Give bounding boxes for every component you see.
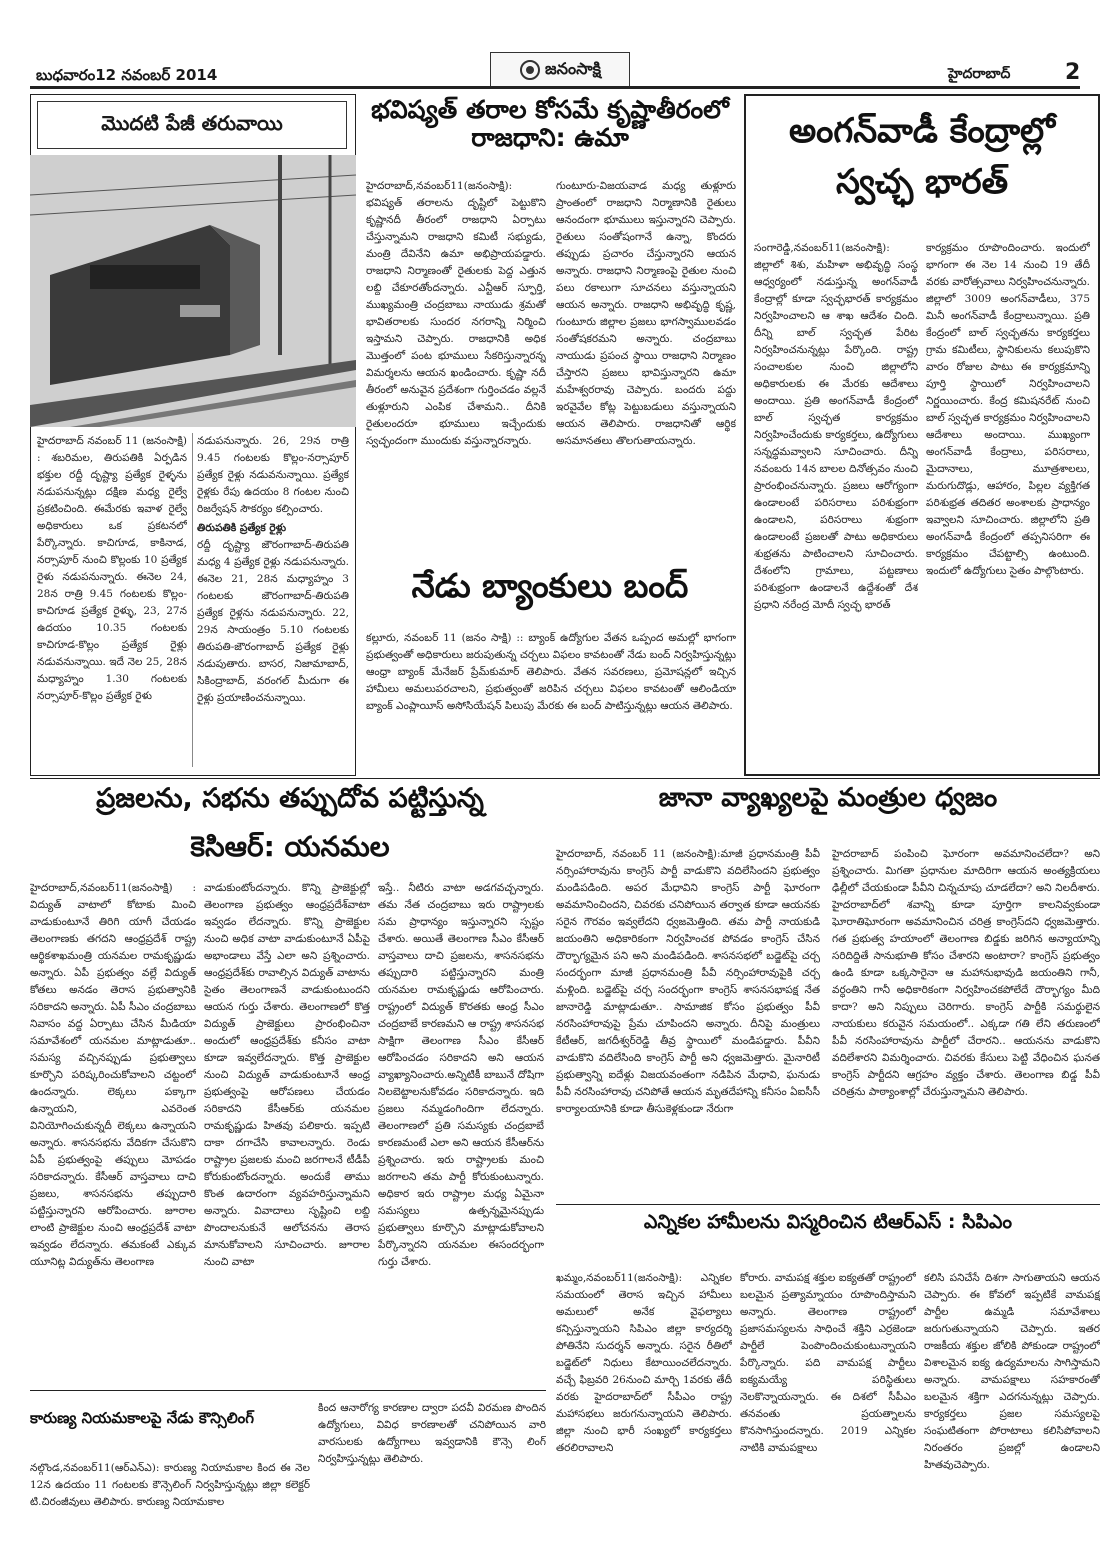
col2-text-a: హైదరాబాద్,నవంబర్11(జనంసాక్షి): భవిష్యత్ తరాలను దృష్టిలో పెట్టుకొని కృష్ణానదీ తీరంలో రాజధాని ఏర్పాటు చేస్తున్నామని రాజధాని కమిటీ సభ్యుడు, మంత్రి దేవినేని ఉమా అభిప్రాయపడ్డారు. రాజధాని నిర్మాణంతో రైతులకు పెద్ద ఎత్తున లబ్ది చేకూరతోందన్నారు. ఎన్టీఆర్ స్ఫూర్తి, ముఖ్యమంత్రి చంద్రబాబు నాయుడు శ్రమతో భావితరాలకు సుందర నగరాన్ని నిర్మించి ఇస్తామని చెప్పారు. రాజధానికి అధిక మొత్తంలో పంట భూములు సేకరిస్తున్నారన్న విమర్శలను ఆయన ఖండించారు. కృష్ణా నదీ తీరంలో అనువైన ప్రదేశంగా గుర్తించడం వల్లనే తుళ్లూరుని ఎంపిక చేశామని.. దీనికి రైతులందరూ భూములు ఇచ్చేందుకు స్వచ్ఛందంగా ముందుకు వస్తున్నారన్నారు. bbox=[366, 180, 546, 447]
story7-col-a: నల్గొండ,నవంబర్11(ఆర్ఎన్ఎ): కారుణ్య నియామకాల కింద ఈ నెల 12న ఉదయం 11 గంటలకు కౌన్సెలింగ్ నిర్వహిస్తున్నట్లు జిల్లా కలెక్టర్ టి.చిరంజీవులు తెలిపారు. కారుణ్య నియామకాల bbox=[30, 1462, 310, 1508]
story4-headline2: కెసిఆర్: యనమల bbox=[190, 830, 390, 863]
col3-headline: అంగన్‌వాడీ కేంద్రాల్లో స్వచ్ఛ భారత్ bbox=[788, 111, 1056, 202]
masthead-logo-text: జనంసాక్షి bbox=[545, 58, 601, 78]
section-rule-1 bbox=[30, 778, 1100, 779]
story4-col-a: హైదరాబాద్,నవంబర్11(జనంసాక్షి) : విద్యుత్ వాటాలో కోటాకు మించి వాడుకుంటూనే తిరిగి యాగీ చేయడం తెలంగాణకు తగదని ఆంధ్రప్రదేశ్ రాష్ట్ర ఆర్థికశాఖమంత్రి యనమల రామకృష్ణుడు అన్నారు. ఏపీ ప్రభుత్వం వల్లే విద్యుత్ కోతలు అనడం తెరాస ప్రభుత్వానికి సరికాదని అన్నారు. ఏపీ సీఎం చంద్రబాబు నివాసం వద్ద ఏర్పాటు చేసిన మీడియా సమావేశంలో యనమల మాట్లాడుతూ.. సమస్య వచ్చినప్పుడు ప్రభుత్వాలు కూర్చొని పరిష్కరించుకోవాలని చట్టంలో ఉందన్నారు. లెక్కలు పక్కాగా ఉన్నాయని, ఎవరెంత వినియోగించుకున్నదీ లెక్కలు ఉన్నాయని అన్నారు. శాసనసభను వేదికగా చేసుకొని ఏపీ ప్రభుత్వంపై తప్పులు మోపడం సరికాదన్నారు. కేసీఆర్ వాస్తవాలు దాచి ప్రజలు, శాసనసభను తప్పుదారి పట్టిస్తున్నారని ఆరోపించారు. జూరాల లాంటి ప్రాజెక్టుల నుంచి ఆంధ్రప్రదేశ్ వాటా ఇవ్వడం లేదన్నారు. తమకంటే ఎక్కువ యూనిట్ల విద్యుత్‌ను తెలంగాణ bbox=[30, 882, 196, 1268]
col1-text-right bbox=[197, 433, 349, 769]
story5-col-b: హైదరాబాద్ పంపించి ఘోరంగా అవమానించలేదా? అని ప్రశ్నించారు. మిగతా ప్రధానుల మాదిరిగా ఆయన అంత్యక్రియలు ఢిల్లీలో చేయకుండా పీవీని చిన్నచూపు చూడలేదా? అని నిలదీశారు. హైదరాబాద్‌లో శవాన్ని కూడా పూర్తిగా కాలనివ్వకుండా ఘోరాతిఘోరంగా అవమానించిన చరిత్ర కాంగ్రెస్‌దని ధ్వజమెత్తారు. గత ప్రభుత్వ హయాంలో తెలంగాణ బిడ్డకు జరిగిన అన్యాయాన్ని సరిదిద్దితే సానుభూతి కోసం చేశారని అంటారా? కాంగ్రెస్ ప్రభుత్వం ఉండి కూడా ఒక్కసారైనా ఆ మహానుభావుడి జయంతిని గానీ, వర్ధంతిని గానీ అధికారికంగా నిర్వహించకపోలేదే దౌర్భాగ్యం మీది కాదా? అని నిప్పులు చెరిగారు. కాంగ్రెస్ పార్టీకి సమర్థులైన నాయకులు కరువైన సమయంలో.. ఎక్కడా గతి లేని తరుణంలో పీవీ నరసింహారావును పార్టీలో చేరారని.. ఆయనను వాడుకొని వదిలేశారని విమర్శించారు. చివరకు కేసులు పెట్టి వేధించిన ఘనత కాంగ్రెస్ పార్టీదని ఆగ్రహం వ్యక్తం చేశారు. తెలంగాణ బిడ్డ పీవీ చరిత్రను పాఠ్యాంశాల్లో చేరుస్తున్నామని తెలిపారు. bbox=[832, 848, 1100, 1098]
masthead-date: బుధవారం12 నవంబర్ 2014 bbox=[36, 66, 218, 84]
story7-col-b: కింద ఆనారోగ్య కారణాల ద్వారా పదవీ విరమణ పొందిన ఉద్యోగులు, వివిధ కారణాలతో చనిపోయిన వారి వారసులకు ఉద్యోగాలు ఇవ్వడానికి కౌన్సె లింగ్ నిర్వహిస్తున్నట్లు తెలిపారు. bbox=[318, 1402, 546, 1465]
col1-divider bbox=[192, 433, 193, 767]
logo-emblem-icon bbox=[519, 59, 541, 81]
page-number: 2 bbox=[1065, 60, 1081, 85]
col2-text-c: కల్లూరు, నవంబర్ 11 (జనం సాక్షి) :: బ్యాంక్ ఉద్యోగుల వేతన ఒప్పంద అమల్లో భాగంగా ప్రభుత్వంతో అధికారులు జరుపుతున్న చర్చలు విఫలం కావటంతో నేడు బంద్ నిర్వహిస్తున్నట్లు ఆంధ్రా బ్యాంక్ మేనేజర్ ప్రేమ్‌కుమార్ తెలిపారు. వేతన సవరణలు, ప్రమోషన్లలో ఇచ్చిన హామీలు అమలుపరచాలని, ప్రభుత్వంతో జరిపిన చర్చలు విఫలం కావటంతో ఆలిండియా బ్యాంక్ ఎంప్లాయీస్ అసోసియేషన్ పిలుపు మేరకు ఈ బంద్ పాటిస్తున్నట్లు ఆయన తెలిపారు. bbox=[366, 632, 736, 712]
col1-text-left: హైదరాబాద్ నవంబర్ 11 (జనంసాక్షి) : శబరిమల, తిరుపతికి ఏర్పడిన భక్తుల రద్దీ దృష్ట్యా ప్రత్యేక రైళ్ళను నడుపనున్నట్లు దక్షిణ మధ్య రైల్వే ప్రకటించింది. ఈమేరకు ఇవాళ రైల్వే అధికారులు ఒక ప్రకటనలో పేర్కొన్నారు. కాచిగూడ, కాకినాడ, నర్సాపూర్ నుంచి కొల్లంకు 10 ప్రత్యేక రైళు నడుపనున్నారు. ఈనెల 24, 28న రాత్రి 9.45 గంటలకు కొల్లం-కాచిగూడ ప్రత్యేక రైళ్ళు, 23, 27న ఉదయం 10.35 గంటలకు కాచిగూడ-కొల్లం ప్రత్యేక రైళ్లు నడువనున్నాయి. ఇదే నెల 25, 28న మధ్యాహ్నం 1.30 గంటలకు నర్సాపూర్-కొల్లం ప్రత్యేక రైళు bbox=[37, 435, 187, 702]
story6-col-a: ఖమ్మం,నవంబర్11(జనంసాక్షి): ఎన్నికల సమయంలో తెరాస ఇచ్చిన హామీలు అమలులో అనేక వైఫల్యాలు కన్పిస్తున్నాయని సిపిఎం జిల్లా కార్యదర్శి పోతినేని సుదర్శన్ అన్నారు. సరైన రీతిలో బడ్జెట్‌లో నిధులు కేటాయించలేదన్నారు. వచ్చే ఫిబ్రవరి 26నుంచి మార్చి 1వరకు తేదీ వరకు హైదరాబాద్‌లో సీపీఎం రాష్ట్ర మహాసభలు జరుగనున్నాయని తెలిపారు. జిల్లా నుంచి భారీ సంఖ్యలో కార్యకర్తలు తరలిరావాలని bbox=[556, 1272, 732, 1454]
col2-text-b: గుంటూరు-విజయవాడ మధ్య తుళ్లూరు ప్రాంతంలో రాజధాని నిర్మాణానికి రైతులు ఆనందంగా భూములు ఇస్తున్నారని చెప్పారు. రైతులు సంతోషంగానే ఉన్నా, కొందరు తప్పుడు ప్రచారం చేస్తున్నారని ఆయన అన్నారు. రాజధాని నిర్మాణంపై రైతుల నుంచి పలు రకాలుగా సూచనలు వస్తున్నాయని ఆయన అన్నారు. రాజధాని అభివృద్ధి కృష్ణ, గుంటూరు జిల్లాల ప్రజలు భాగస్వాములవడం సంతోషకరమని అన్నారు. చంద్రబాబు నాయుడు ప్రపంచ స్థాయి రాజధాని నిర్మాణం చేస్తారని ప్రజలు భావిస్తున్నారని ఉమా మహేశ్వరరావు చెప్పారు. బందరు పద్దు ఇరవైవేల కోట్ల పెట్టుబడులు వస్తున్నాయని ఆయన తెలిపారు. రాజధానితో ఆర్థిక అసమానతలు తొలగుతాయన్నారు. bbox=[556, 180, 736, 447]
col1-text-right-bold: తిరుపతికి ప్రత్యేక రైళ్లు bbox=[197, 522, 287, 534]
section-rule-3 bbox=[30, 1390, 546, 1391]
masthead-rule bbox=[30, 86, 1080, 89]
section-rule-2 bbox=[556, 1204, 1100, 1205]
story5-headline: జానా వ్యాఖ్యలపై మంత్రుల ధ్వజం bbox=[658, 783, 998, 813]
col1-text-right-1: నడుపనున్నారు. 26, 29న రాత్రి 9.45 గంటలకు కొల్లం-నర్సాపూర్ ప్రత్యేక రైళ్లు నడువనున్నాయి. ప్రత్యేక రైళ్లకు రేపు ఉదయం 8 గంటల నుంచి రిజర్వేషన్ సౌకర్యం కల్పించారు. bbox=[197, 435, 349, 515]
train-photo-icon bbox=[30, 155, 356, 427]
story4-col-c: ఇస్తే.. నీటిరు వాటా అడగవచ్చన్నారు. తమ నేత చంద్రబాబు ఇరు రాష్ట్రాలకు సమ ప్రాధాన్యం ఇస్తున్నారని స్పష్టం చేశారు. అయితే తెలంగాణ సీఎం కేసీఆర్ వాస్తవాలు దాచి ప్రజలను, శాసనసభను తప్పుదారి పట్టిస్తున్నారని మంత్రి యనమల రామకృష్ణుడు ఆరోపించారు. రాష్ట్రంలో విద్యుత్ కొరతకు ఆంధ్ర సీఎం చంద్రబాబే కారణమని ఆ రాష్ట్ర శాసనసభ సాక్షిగా తెలంగాణ సీఎం కేసీఆర్ ఆరోపించడం సరికాదని అని ఆయన వ్యాఖ్యానించారు.అన్నిటికీ బాబునే దోషిగా నిలబెట్టాలనుకోవడం సరికాదన్నారు. ఇది ప్రజలు నమ్మడంగిందిగా లేదన్నారు. తెలంగాణలో ప్రతి సమస్యకు చంద్రబాబే కారణమంటే ఎలా అని ఆయన కేసీఆర్‌ను ప్రశ్నించారు. ఇరు రాష్ట్రాలకు మంచి జరగాలని తమ పార్టీ కోరుకుంటున్నారు. అధికార ఇరు రాష్ట్రాల మధ్య ఏమైనా సమస్యలు ఉత్పన్నమైనప్పుడు ప్రభుత్వాలు కూర్చొని మాట్లాడుకోవాలని పేర్కొన్నారని యనమల ఈసందర్భంగా గుర్తు చేశారు. bbox=[378, 882, 544, 1268]
story6-col-b: కోరారు. వామపక్ష శక్తుల ఐక్యతతో రాష్ట్రంలో బలమైన ప్రత్యామ్నాయం రూపొందిస్తామని అన్నారు. తెలంగాణ రాష్ట్రంలో ప్రజాసమస్యలను సాధించే శక్తిని ఎర్రజెండా పార్టీలే పెంపొందించుకుంటున్నాయని పేర్కొన్నారు. పది వామపక్ష పార్టీలు ఐక్యమయ్యే పరిస్థితులు నెలకొన్నాయన్నారు. ఈ దిశలో సీపీఎం తనవంతు ప్రయత్నాలను కొనసాగిస్తుందన్నారు. 2019 ఎన్నికల నాటికి వామపక్షాలు bbox=[740, 1272, 916, 1454]
col3-text-b: కార్యక్రమం రూపొందించారు. ఇందులో భాగంగా ఈ నెల 14 నుంచి 19 తేదీ వరకు వారోత్సవాలు నిర్వహించనున్నారు. జిల్లాలో 3009 అంగన్‌వాడీలు, 375 మినీ అంగన్‌వాడీ కేంద్రాలున్నాయి. ప్రతి కేంద్రంలో బాల్ స్వచ్ఛతను కార్యకర్తలు గ్రామ కమిటీలు, స్థానికులను కలుపుకొని వారం రోజుల పాటు ఈ కార్యక్రమాన్ని పూర్తి స్థాయిలో నిర్వహించాలని నిర్ణయించారు. కేంద్ర కమిషనరేట్ నుంచి బాల్ స్వచ్ఛత కార్యక్రమం నిర్వహించాలని ఆదేశాలు అందాయి. ముఖ్యంగా అంగన్‌వాడీ కేంద్రాలు, పరిసరాలు, మైదానాలు, మూత్రశాలలు, మరుగుదొడ్లు, ఆహారం, పిల్లల వ్యక్తిగత పరిశుభ్రత తదితర అంశాలకు ప్రాధాన్యం ఇవ్వాలని సూచించారు. జిల్లాలోని ప్రతి అంగన్‌వాడీ కేంద్రంలో తప్పనిసరిగా ఈ కార్యక్రమం చేపట్టాల్సి ఉంటుంది. ఇందులో ఉద్యోగులు సైతం పాల్గొంటారు. bbox=[926, 242, 1090, 577]
story7-headline: కారుణ్య నియమకాలపై నేడు కౌన్సిలింగ్ bbox=[30, 1409, 254, 1427]
story6-col-c: కలిసి పనిచేసే దిశగా సాగుతాయని ఆయన చెప్పారు. ఈ కోవలో ఇప్పటికే వామపక్ష పార్టీల ఉమ్మడి సమావేశాలు జరుగుతున్నాయని చెప్పారు. ఇతర రాజకీయ శక్తుల జోలికి పోకుండా రాష్ట్రంలో విశాలమైన ఐక్య ఉద్యమాలను సాగిస్తామని అన్నారు. వామపక్షాలు సహకారంతో బలమైన శక్తిగా ఎదగనున్నట్లు చెప్పారు. కార్యకర్తలు ప్రజల సమస్యలపై సంఘటితంగా పోరాటాలు కలిసిపోవాలని నిరంతరం ప్రజల్లో ఉండాలని హితవుచెప్పారు. bbox=[924, 1272, 1100, 1471]
col3-box bbox=[744, 94, 1100, 776]
masthead-logo bbox=[490, 52, 630, 88]
masthead-city: హైదరాబాద్ bbox=[948, 66, 1011, 82]
masthead bbox=[0, 0, 1100, 100]
col1-box bbox=[30, 94, 356, 776]
col3-text-a: సంగారెడ్డి,నవంబర్11(జనంసాక్షి): జిల్లాలో శిశు, మహిళా అభివృద్ధి సంస్థ ఆధ్వర్యంలో నడుస్తున్న అంగన్‌వాడీ కేంద్రాల్లో కూడా స్వచ్ఛభారత్ కార్యక్రమం నిర్వహించాలని ఆ శాఖ ఆదేశం చింది. దీన్ని బాల్ స్వచ్ఛత పేరిట నిర్వహించనున్నట్లు పేర్కొంది. రాష్ట్ర సంచాలకుల నుంచి జిల్లాలోని అధికారులకు ఈ మేరకు ఆదేశాలు అందాయి. ప్రతి అంగన్‌వాడీ కేంద్రంలో బాల్ స్వచ్ఛత కార్యక్రమం నిర్వహించేందుకు కార్యకర్తలు, ఉద్యోగులు సన్నద్ధమవ్వాలని సూచించారు. దీన్ని నవంబరు 14న బాలల దినోత్సవం నుంచి ప్రారంభించనున్నారు. ప్రజలు ఆరోగ్యంగా ఉండాలంటే పరిసరాలు పరిశుభ్రంగా ఉండాలని, పరిసరాలు శుభ్రంగా ఉండాలంటే ప్రజలతో పాటు అధికారులు శుభ్రతను పాటించాలని సూచించారు. దేశంలోని గ్రామాలు, పట్టణాలు పరిశుభ్రంగా ఉండాలనే ఉద్దేశంతో దేశ ప్రధాని నరేంద్ర మోదీ స్వచ్ఛ భారత్ bbox=[754, 242, 918, 611]
story5-col-a: హైదరాబాద్, నవంబర్ 11 (జనంసాక్షి):మాజీ ప్రధానమంత్రి పీవీ నర్సింహారావును కాంగ్రెస్ పార్టీ వాడుకొని వదిలేసిందని ప్రభుత్వం మండిపడింది. అపర మేధావిని కాంగ్రెస్ పార్టీ ఘోరంగా అవమానించిందని, చివరకు చనిపోయిన తర్వాత కూడా ఆయనకు సరైన గౌరవం ఇవ్వలేదని ధ్వజమెత్తింది. తమ పార్టీ నాయకుడి జయంతిని అధికారికంగా నిర్వహించక పోవడం కాంగ్రెస్ చేసిన దౌర్భాగ్యమైన పని అని మండిపడింది. శాసనసభలో బడ్జెట్‌పై చర్చ సందర్భంగా మాజీ ప్రధానమంత్రి పీవీ నర్సింహారావుపైకి చర్చ మళ్లింది. బడ్జెట్‌పై చర్చ సందర్భంగా కాంగ్రెస్ శాసనసభాపక్ష నేత జానారెడ్డి మాట్లాడుతూ.. సామాజిక కోసం ప్రభుత్వం పీవీ నరసింహారావుపై ప్రేమ చూపిందని అన్నారు. దీనిపై మంత్రులు కేటీఆర్, జగదీశ్వర్‌రెడ్డి తీవ్ర స్థాయిలో మండిపడ్డారు. పీవీని వాడుకొని వదిలేసింది కాంగ్రెస్ పార్టీ అని ధ్వజమెత్తారు. మైనారిటీ ప్రభుత్వాన్ని ఐదేళ్లు విజయవంతంగా నడిపిన మేధావి, ఘనుడు పీవీ నరసింహారావు చనిపోతే ఆయన మృతదేహాన్ని కనీసం ఏఐసీసీ కార్యాలయానికి కూడా తీసుకెళ్లకుండా నేరుగా bbox=[556, 848, 820, 1115]
train-photo bbox=[30, 155, 356, 427]
story6-headline: ఎన్నికల హామీలను విస్మరించిన టిఆర్ఎస్ : సిపిఎం bbox=[643, 1211, 1013, 1233]
col1-header bbox=[37, 101, 347, 149]
col1-header-text: మొదటి పేజీ తరువాయి bbox=[101, 110, 283, 135]
story4-col-b: వాడుకుంటోందన్నారు. కొన్ని ప్రాజెక్టుల్లో తెలంగాణ ప్రభుత్వం ఆంధ్రప్రదేశ్‌వాటా ఇవ్వడం లేదన్నారు. కొన్ని ప్రాజెక్టుల నుంచి అధిక వాటా వాడుకుంటూనే ఏపీపై అభాండాలు వేస్తే ఎలా అని ప్రశ్నించారు. ఆంధ్రప్రదేశ్‌కు రావాల్సిన విద్యుత్ వాటాను సైతం తెలంగాణనే వాడుకుంటుందని ఆయన గుర్తు చేశారు. తెలంగాణలో కొత్త విద్యుత్ ప్రాజెక్టులు ప్రారంభించినా అందులో ఆంధ్రప్రదేశ్‌కు కనీసం వాటా కూడా ఇవ్వలేదన్నారు. కొత్త ప్రాజెక్టుల నుంచి విద్యుత్ వాడుకుంటూనే ఆంధ్ర ప్రభుత్వంపై ఆరోపణలు చేయడం సరికాదని కేసీఆర్‌కు యనమల రామకృష్ణుడు హితవు పలికారు. ఇప్పటి దాకా దగాచేసి కావాలన్నారు. రెండు రాష్ట్రాల ప్రజలకు మంచి జరగాలనే టీడీపీ కోరుకుంటోందన్నారు. అందుకే తాము కొంత ఉదారంగా వ్యవహరిస్తున్నామని అన్నారు. వివాదాలు సృష్టించి లబ్ది పొందాలనుకునే ఆలోచనను తెరాస మానుకోవాలని సూచించారు. జూరాల నుంచి వాటా bbox=[204, 882, 370, 1268]
story4-headline1: ప్రజలను, సభను తప్పుదోవ పట్టిస్తున్న bbox=[96, 783, 484, 814]
col2-headline: భవిష్యత్ తరాల కోసమే కృష్ణాతీరంలో రాజధాని: ఉమా bbox=[371, 95, 729, 152]
col1-text-right-2: రద్దీ దృష్ట్యా జౌరంగాబాద్-తిరుపతి మధ్య 4 ప్రత్యేక రైళ్లు నడుపనున్నారు. ఈనెల 21, 28న మధ్యాహ్నం 3 గంటలకు జౌరంగాబాద్-తిరుపతి ప్రత్యేక రైళ్లను నడుపనున్నారు. 22, 29న సాయంత్రం 5.10 గంటలకు తిరుపతి-జౌరంగాబాద్ ప్రత్యేక రైళ్లు నడుపుతారు. బాసర, నిజామాబాద్, సికింద్రాబాద్, వరంగల్ మీదుగా ఈ రైళ్లు ప్రయాణించనున్నాయి. bbox=[197, 539, 349, 704]
col2-headline2: నేడు బ్యాంకులు బంద్ bbox=[411, 566, 689, 605]
